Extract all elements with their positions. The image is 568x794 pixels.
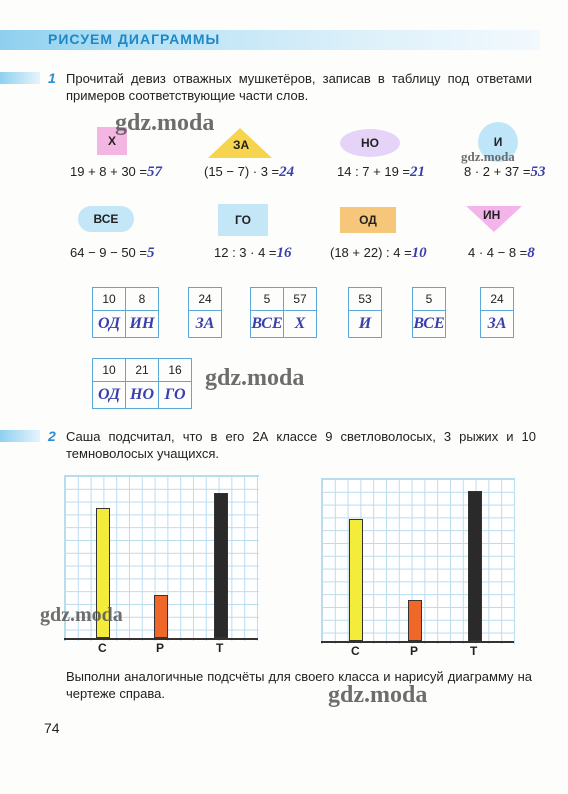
chart-bar [154,595,168,639]
answer-table [92,287,159,338]
syllable: Х [107,134,116,148]
syllable: И [493,135,503,149]
table-number: 24 [481,288,514,311]
shape-triangle [208,128,272,158]
table-word: ВСЕ [413,311,446,338]
shape-triangle-down [466,206,522,232]
chart-category-label: Т [470,644,478,658]
expression: (15 − 7) · 3 =24 [204,164,295,180]
answer: 10 [411,245,427,261]
table-word: ОД [93,382,126,409]
table-word: ИН [126,311,159,338]
chart-category-label: Р [410,644,419,658]
shape-rounded [78,206,134,232]
table-number: 53 [349,288,382,311]
expression: 19 + 8 + 30 =57 [70,164,162,180]
chart-category-label: С [351,644,360,658]
table-number: 5 [413,288,446,311]
chart-bar [214,493,228,638]
watermark: gdz.moda [40,604,123,626]
watermark: gdz.moda [461,149,515,164]
watermark: gdz.moda [205,365,305,391]
syllable: ИН [483,208,501,222]
task-text: Прочитай девиз отважных мушкетёров, записав в таблицу под ответами примеров соответствующие части слов. [66,71,532,103]
task-number: 2 [48,428,56,444]
table-number: 24 [189,288,222,311]
table-word: ОД [93,311,126,338]
chart-category-label: Р [156,641,165,655]
page-number: 74 [44,720,60,736]
answer: 57 [146,164,162,180]
answer-table [188,287,222,338]
table-word: ВСЕ [251,311,284,338]
syllable: ЗА [233,138,250,152]
syllable: НО [361,136,379,150]
answer: 16 [276,245,292,261]
shape-rectangle [340,207,396,233]
task-marker [0,430,40,442]
table-number: 5 [251,288,284,311]
answer: 53 [530,164,546,180]
answer: 24 [279,164,295,180]
section-title: РИСУЕМ ДИАГРАММЫ [48,31,221,47]
expression: (18 + 22) : 4 =10 [330,245,427,261]
table-number: 21 [126,359,159,382]
syllable: ОД [359,213,377,227]
table-number: 10 [93,288,126,311]
chart-category-label: Т [216,641,224,655]
table-word: НО [126,382,159,409]
footer-task-text: Выполни аналогичные подсчёты для своего класса и нарисуй диаграмму на чертеже справа. [66,669,532,701]
answer-table [250,287,317,338]
table-word: Х [284,311,317,338]
watermark: gdz.moda [328,682,428,708]
task-marker [0,72,40,84]
answer: 8 [527,245,535,261]
chart-baseline-left [64,638,258,640]
table-word: ГО [159,382,192,409]
expression: 8 · 2 + 37 =53 [464,164,546,180]
answer-table [412,287,446,338]
task-text: Саша подсчитал, что в его 2А классе 9 светловолосых, 3 рыжих и 10 темноволосых учащихся. [66,429,536,461]
chart-baseline-right [321,641,514,643]
answer: 5 [146,245,155,261]
expression: 64 − 9 − 50 =5 [70,245,155,261]
syllable: ГО [235,213,251,227]
shape-oval [340,129,400,157]
expression: 14 : 7 + 19 =21 [337,164,426,180]
table-number: 16 [159,359,192,382]
table-number: 8 [126,288,159,311]
table-word: ЗА [481,311,514,338]
table-word: И [349,311,382,338]
chart-category-label: С [98,641,107,655]
answer: 21 [410,164,426,180]
expression: 4 · 4 − 8 =8 [468,245,535,261]
task-number: 1 [48,70,56,86]
syllable: ВСЕ [93,212,119,226]
table-number: 10 [93,359,126,382]
shape-square [218,204,268,236]
answer-table [348,287,382,338]
table-number: 57 [284,288,317,311]
answer-table [92,358,192,409]
table-word: ЗА [189,311,222,338]
watermark: gdz.moda [115,110,215,136]
chart-bar [468,491,482,641]
expression: 12 : 3 · 4 =16 [214,245,292,261]
chart-bar [408,600,422,641]
chart-bar [349,519,363,641]
answer-table [480,287,514,338]
